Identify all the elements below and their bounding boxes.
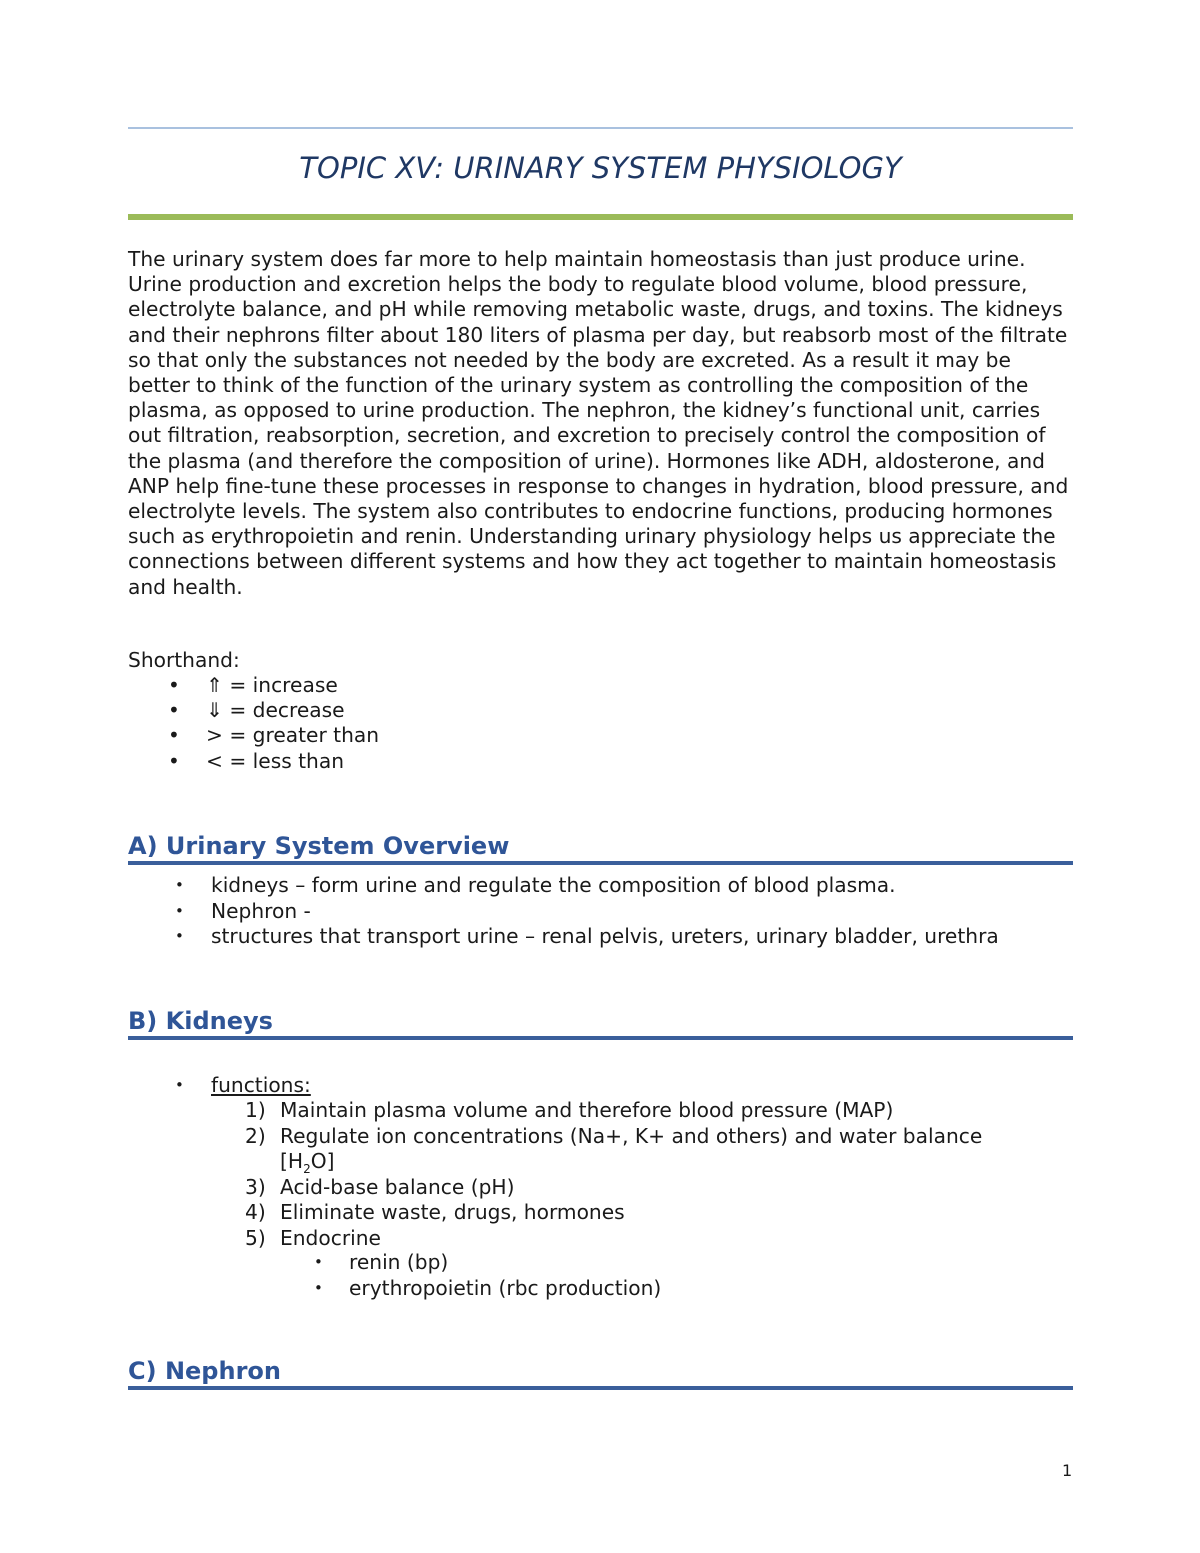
formula-sub: 2 <box>303 1162 311 1177</box>
shorthand-list <box>128 673 379 774</box>
shorthand-label: Shorthand: <box>128 648 240 672</box>
functions-label: functions: <box>211 1073 311 1097</box>
intro-paragraph: The urinary system does far more to help maintain homeostasis than just produce urine. Urine production and excretion helps the body to regulate blood volume, blood pressure, electrolyte balance, and pH while removing metabolic waste, drugs, and toxins. The kidneys and their nephrons filter about 180 liters of plasma per day, but reabsorb most of the filtrate so that only the substances not needed by the body are excreted. As a result it may be better to think of the function of the urinary system as controlling the composition of the plasma, as opposed to urine production. The nephron, the kidney’s functional unit, carries out filtration, reabsorption, secretion, and excretion to precisely control the composition of the plasma (and therefore the composition of urine). Hormones like ADH, aldosterone, and ANP help fine-tune these processes in response to changes in hydration, blood pressure, and electrolyte levels. The system also contributes to endocrine functions, producing hormones such as erythropoietin and renin. Understanding urinary physiology helps us appreciate the connections between different systems and how they act together to maintain homeostasis and health. <box>128 247 1069 599</box>
functions-item <box>128 1073 311 1099</box>
function-text: Regulate ion concentrations (Na+, K+ and others) and water balance <box>280 1123 983 1148</box>
function-item-1 <box>128 1098 982 1124</box>
function-number: 4) <box>245 1200 266 1224</box>
title-underline <box>128 214 1073 220</box>
section-c-rule <box>128 1386 1073 1390</box>
functions-list <box>128 1098 982 1251</box>
section-b-bullets <box>128 1073 311 1099</box>
function-text: Eliminate waste, drugs, hormones <box>280 1200 625 1224</box>
endocrine-item-erythropoietin: • erythropoietin (rbc production) <box>128 1276 661 1302</box>
shorthand-item-decrease: • ⇓ = decrease <box>128 698 379 723</box>
function-item-2 <box>128 1124 982 1175</box>
function-number: 3) <box>245 1174 266 1199</box>
section-b-heading: B) Kidneys <box>128 1007 273 1035</box>
function-text: Maintain plasma volume and therefore blood pressure (MAP) <box>280 1098 894 1122</box>
section-a-heading: A) Urinary System Overview <box>128 832 510 860</box>
page-number: 1 <box>1062 1461 1073 1480</box>
function-item-4 <box>128 1200 982 1226</box>
function-number: 1) <box>245 1098 266 1122</box>
list-item: • kidneys – form urine and regulate the composition of blood plasma. <box>128 873 999 899</box>
function-item-3 <box>128 1175 982 1201</box>
formula-post: O] <box>310 1149 335 1173</box>
shorthand-item-less: • < = less than <box>128 749 379 774</box>
section-a-bullets <box>128 873 999 950</box>
list-item: • structures that transport urine – renal pelvis, ureters, urinary bladder, urethra <box>128 924 999 950</box>
top-rule <box>128 127 1073 129</box>
page-title: TOPIC XV: URINARY SYSTEM PHYSIOLOGY <box>299 151 902 185</box>
formula-pre: [H <box>280 1149 304 1173</box>
endocrine-list <box>128 1250 661 1301</box>
section-c-heading: C) Nephron <box>128 1357 281 1385</box>
function-number: 2) <box>245 1123 266 1148</box>
function-text: Acid-base balance (pH) <box>280 1174 515 1199</box>
list-item: • Nephron - <box>128 899 999 925</box>
section-b-rule <box>128 1036 1073 1040</box>
function-item-5 <box>128 1226 982 1252</box>
section-a-rule <box>128 861 1073 865</box>
function-text: Endocrine <box>280 1225 381 1250</box>
endocrine-item-renin: • renin (bp) <box>128 1250 661 1276</box>
document-page <box>128 0 1073 1553</box>
shorthand-item-increase: • ⇑ = increase <box>128 673 379 698</box>
function-number: 5) <box>245 1225 266 1250</box>
water-formula <box>280 1149 335 1177</box>
shorthand-item-greater: • > = greater than <box>128 723 379 748</box>
